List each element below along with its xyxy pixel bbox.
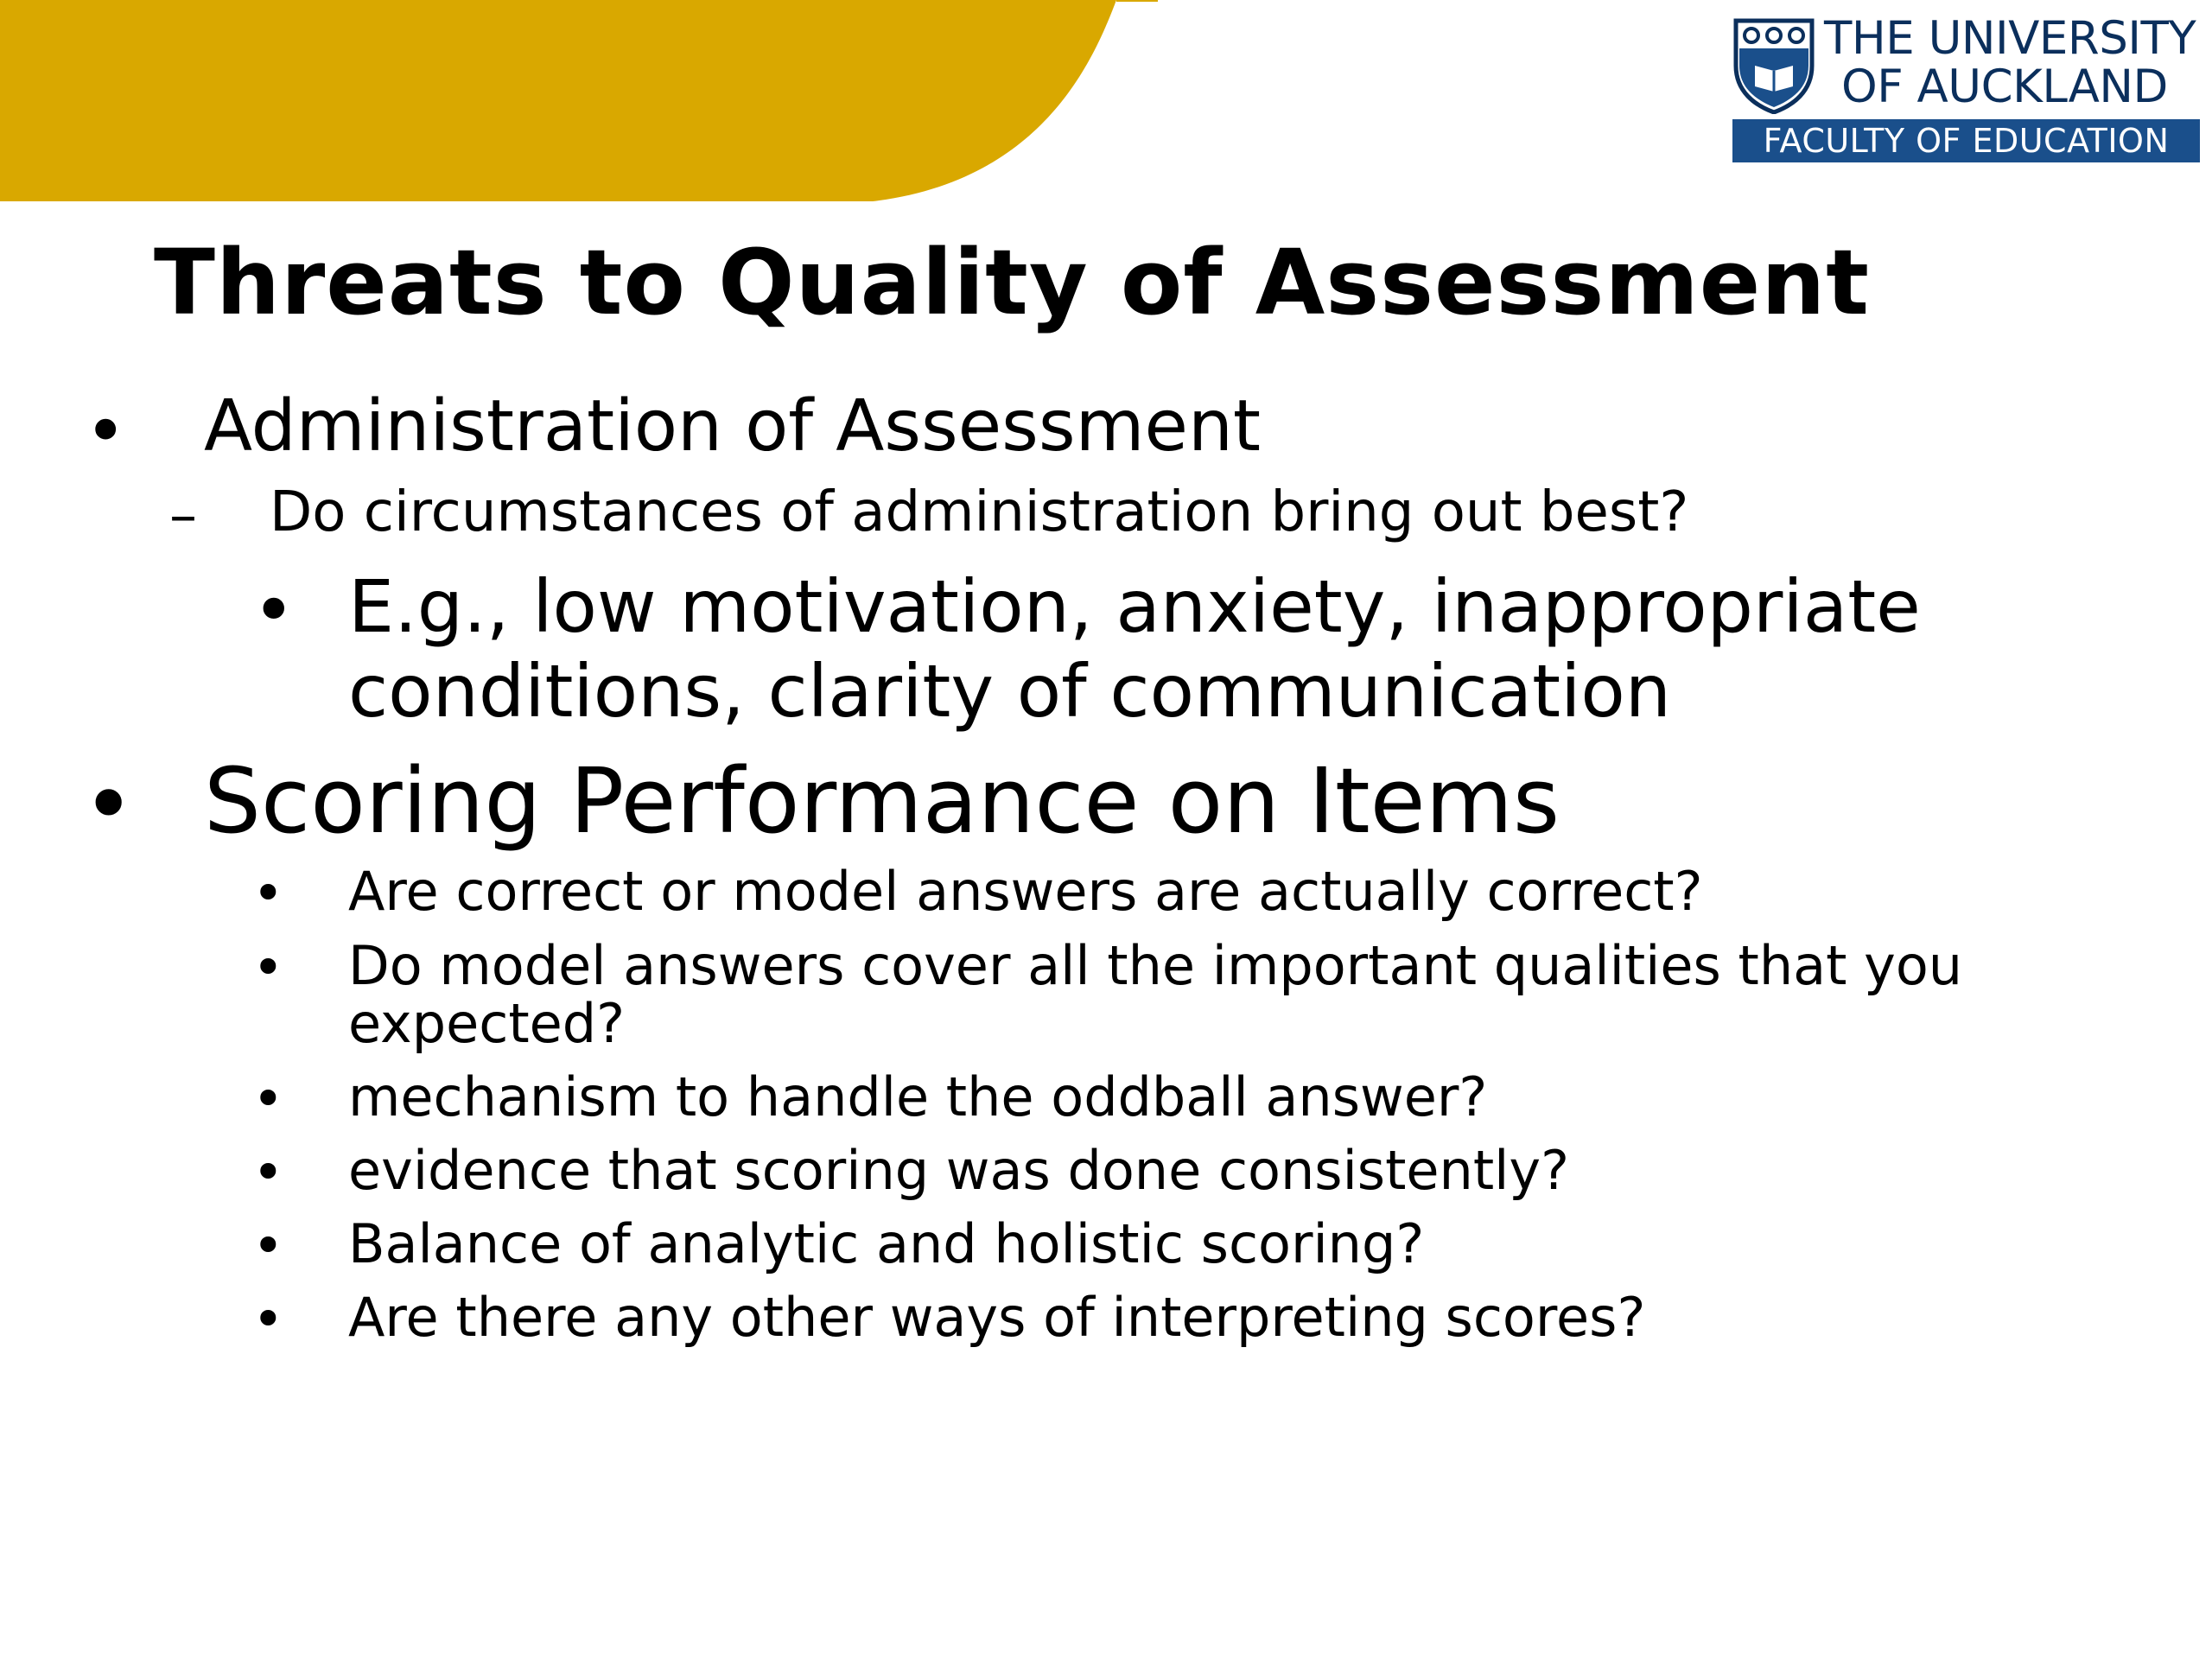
slide-title: Threats to Quality of Assessment <box>154 230 1871 335</box>
scoring-item: Are there any other ways of interpreting scores? <box>348 1286 1646 1349</box>
bullet-marker: • <box>85 391 127 473</box>
scoring-item: Do model answers cover all the important qualities that you <box>348 934 1963 997</box>
section-heading-administration: Administration of Assessment <box>204 385 1262 467</box>
bullet-marker: • <box>252 568 296 652</box>
bullet-marker: • <box>252 1287 284 1351</box>
scoring-item: Are correct or model answers are actually correct? <box>348 860 1703 923</box>
bullet-marker: • <box>252 1067 284 1130</box>
scoring-item-continuation: expected? <box>348 992 626 1055</box>
header-banner <box>0 0 1158 204</box>
dash-marker: – <box>169 484 197 548</box>
university-logo <box>1732 12 2203 164</box>
bullet-marker: • <box>252 936 284 999</box>
crest-icon <box>1732 17 1815 114</box>
bullet-marker: • <box>252 1141 284 1204</box>
logo-university-location: OF AUCKLAND <box>1841 60 2168 113</box>
logo-faculty-bar: FACULTY OF EDUCATION <box>1732 119 2200 162</box>
scoring-item: mechanism to handle the oddball answer? <box>348 1065 1488 1128</box>
bullet-marker: • <box>252 861 284 925</box>
bullet-marker: • <box>252 1214 284 1277</box>
sub-bullet-circumstances: Do circumstances of administration bring out best? <box>270 480 1689 544</box>
detail-line-2: conditions, clarity of communication <box>348 649 1672 734</box>
logo-university-name: THE UNIVERSITY <box>1824 12 2196 65</box>
detail-line-1: E.g., low motivation, anxiety, inappropriate <box>348 564 1921 649</box>
section-heading-scoring: Scoring Performance on Items <box>204 748 1560 854</box>
scoring-item: evidence that scoring was done consistently? <box>348 1139 1569 1202</box>
scoring-item: Balance of analytic and holistic scoring? <box>348 1212 1425 1275</box>
bullet-marker: • <box>82 752 136 857</box>
